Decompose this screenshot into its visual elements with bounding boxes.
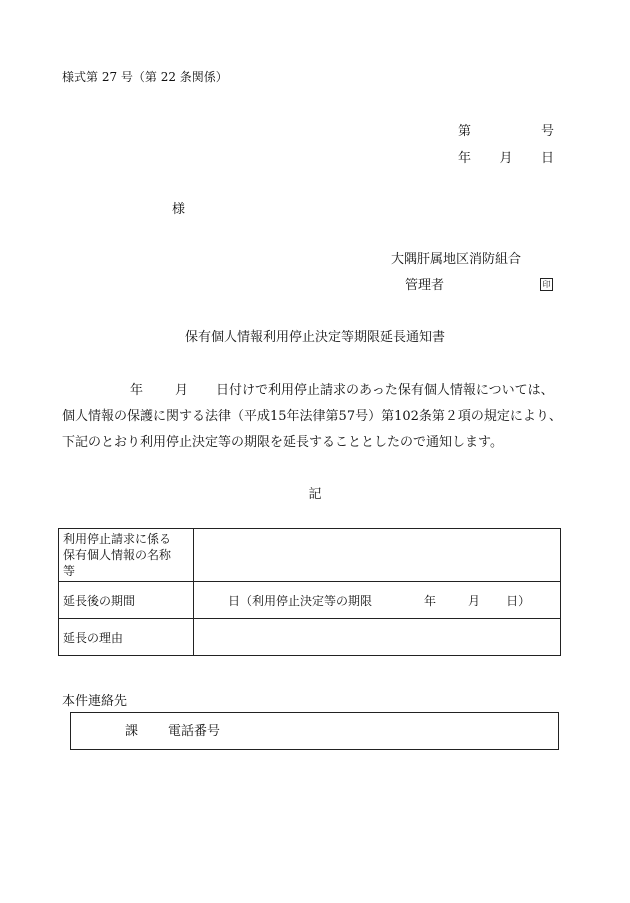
contact-phone: 電話番号 [168, 724, 221, 739]
date-day: 日 [540, 151, 554, 166]
number-suffix: 号 [540, 124, 554, 139]
label-line: 利用停止請求に係る [63, 532, 172, 546]
body-line-2: 個人情報の保護に関する法律（平成15年法律第57号）第102条第２項の規定により、 [62, 409, 562, 424]
document-name-field[interactable] [194, 529, 561, 582]
row-label-document-name [59, 529, 194, 582]
ki-heading: 記 [308, 487, 322, 502]
period-day: 日 [228, 593, 241, 608]
contact-box [70, 712, 559, 750]
reason-field[interactable] [194, 619, 561, 656]
body-line-1 [62, 378, 562, 404]
row-label-reason: 延長の理由 [59, 619, 194, 656]
seal-mark: 印 [540, 278, 553, 291]
details-table [58, 528, 561, 656]
date-month: 月 [499, 151, 513, 166]
period-year: 年 [424, 593, 437, 608]
extended-period-field[interactable] [194, 582, 561, 619]
label-line: 保有個人情報の名称 [63, 548, 172, 562]
document-title: 保有個人情報利用停止決定等期限延長通知書 [184, 330, 445, 345]
table-row [59, 582, 561, 619]
number-prefix: 第 [458, 124, 472, 139]
document-body [62, 378, 562, 456]
table-row [59, 619, 561, 656]
row-label-extended-period: 延長後の期間 [59, 582, 194, 619]
date-year: 年 [458, 151, 472, 166]
sender-organization: 大隅肝属地区消防組合 [391, 252, 522, 267]
period-close: 日） [506, 593, 531, 608]
contact-label: 本件連絡先 [62, 694, 128, 709]
period-month: 月 [468, 593, 481, 608]
body-year: 年 [130, 383, 144, 398]
form-number: 様式第 27 号（第 22 条関係） [62, 70, 228, 84]
table-row [59, 529, 561, 582]
label-line: 等 [63, 564, 76, 578]
period-paren-text: （利用停止決定等の期限 [240, 593, 373, 608]
sender-title: 管理者 [405, 278, 445, 293]
date-line [458, 147, 554, 166]
contact-section: 課 [125, 724, 139, 739]
document-number-line [458, 120, 554, 139]
recipient-honorific: 様 [172, 202, 186, 217]
body-line-3: 下記のとおり利用停止決定等の期限を延長することとしたので通知します。 [62, 435, 503, 450]
body-line-1-rest: 日付けで利用停止請求のあった保有個人情報については、 [216, 383, 554, 398]
body-month: 月 [175, 383, 189, 398]
